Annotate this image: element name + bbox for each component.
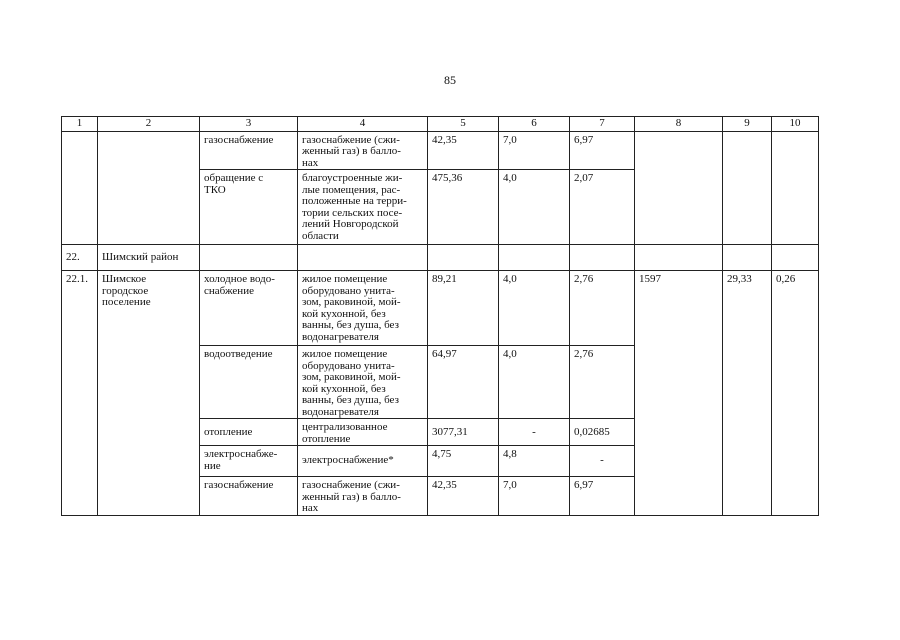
settlement-cell bbox=[98, 132, 200, 245]
value-cell: 1597 bbox=[635, 271, 723, 515]
value-cell: - bbox=[570, 446, 635, 477]
empty-cell bbox=[635, 245, 723, 271]
settlement-cell: Шимское городское поселение bbox=[98, 271, 200, 515]
header-cell: 7 bbox=[570, 117, 635, 132]
number-cell bbox=[62, 132, 98, 245]
empty-cell bbox=[428, 245, 499, 271]
district-name: Шимский район bbox=[98, 245, 200, 271]
value-cell: 2,76 bbox=[570, 346, 635, 419]
empty-cell bbox=[570, 245, 635, 271]
header-cell: 8 bbox=[635, 117, 723, 132]
value-cell: 4,0 bbox=[499, 346, 570, 419]
table-row bbox=[62, 132, 819, 170]
header-cell: 10 bbox=[772, 117, 819, 132]
value-cell: 0,02685 bbox=[570, 419, 635, 446]
empty-cell bbox=[723, 245, 772, 271]
value-cell: 64,97 bbox=[428, 346, 499, 419]
value-cell: - bbox=[499, 419, 570, 446]
tariff-table bbox=[61, 116, 819, 516]
empty-cell bbox=[200, 245, 298, 271]
value-cell: 0,26 bbox=[772, 271, 819, 515]
description-cell: газоснабжение (сжи- женный газ) в балло- нах bbox=[298, 132, 428, 170]
value-cell: 4,75 bbox=[428, 446, 499, 477]
value-cell: 89,21 bbox=[428, 271, 499, 346]
service-cell: водоотведение bbox=[200, 346, 298, 419]
value-cell: 7,0 bbox=[499, 132, 570, 170]
value-cell: 29,33 bbox=[723, 271, 772, 515]
header-cell: 5 bbox=[428, 117, 499, 132]
value-cell: 3077,31 bbox=[428, 419, 499, 446]
value-cell bbox=[772, 132, 819, 245]
page-number: 85 bbox=[444, 73, 456, 87]
header-cell: 4 bbox=[298, 117, 428, 132]
header-row bbox=[62, 117, 819, 132]
empty-cell bbox=[298, 245, 428, 271]
district-row bbox=[62, 245, 819, 271]
value-cell: 2,76 bbox=[570, 271, 635, 346]
header-cell: 2 bbox=[98, 117, 200, 132]
header-cell: 3 bbox=[200, 117, 298, 132]
description-cell: жилое помещение оборудовано унита- зом, раковиной, мой- кой кухонной, без ванны, без душа, без водонагревателя bbox=[298, 346, 428, 419]
empty-cell bbox=[772, 245, 819, 271]
value-cell: 475,36 bbox=[428, 170, 499, 245]
value-cell: 4,0 bbox=[499, 170, 570, 245]
header-cell: 6 bbox=[499, 117, 570, 132]
number-cell: 22. bbox=[62, 245, 98, 271]
header-cell: 1 bbox=[62, 117, 98, 132]
value-cell: 42,35 bbox=[428, 477, 499, 515]
description-cell: благоустроенные жи- лые помещения, рас- положенные на терри- тории сельских посе- лений Новгородской области bbox=[298, 170, 428, 245]
value-cell: 6,97 bbox=[570, 477, 635, 515]
service-cell: газоснабжение bbox=[200, 132, 298, 170]
value-cell: 4,8 bbox=[499, 446, 570, 477]
description-cell: электроснабжение* bbox=[298, 446, 428, 477]
description-cell: газоснабжение (сжи- женный газ) в балло- нах bbox=[298, 477, 428, 515]
value-cell bbox=[635, 132, 723, 245]
value-cell: 7,0 bbox=[499, 477, 570, 515]
empty-cell bbox=[499, 245, 570, 271]
description-cell: централизованное отопление bbox=[298, 419, 428, 446]
value-cell: 6,97 bbox=[570, 132, 635, 170]
table-row bbox=[62, 271, 819, 346]
description-cell: жилое помещение оборудовано унита- зом, раковиной, мой- кой кухонной, без ванны, без душа, без водонагревателя bbox=[298, 271, 428, 346]
value-cell: 2,07 bbox=[570, 170, 635, 245]
service-cell: электроснабже- ние bbox=[200, 446, 298, 477]
service-cell: обращение с ТКО bbox=[200, 170, 298, 245]
value-cell: 42,35 bbox=[428, 132, 499, 170]
service-cell: отопление bbox=[200, 419, 298, 446]
header-cell: 9 bbox=[723, 117, 772, 132]
service-cell: газоснабжение bbox=[200, 477, 298, 515]
service-cell: холодное водо- снабжение bbox=[200, 271, 298, 346]
number-cell: 22.1. bbox=[62, 271, 98, 515]
value-cell: 4,0 bbox=[499, 271, 570, 346]
value-cell bbox=[723, 132, 772, 245]
